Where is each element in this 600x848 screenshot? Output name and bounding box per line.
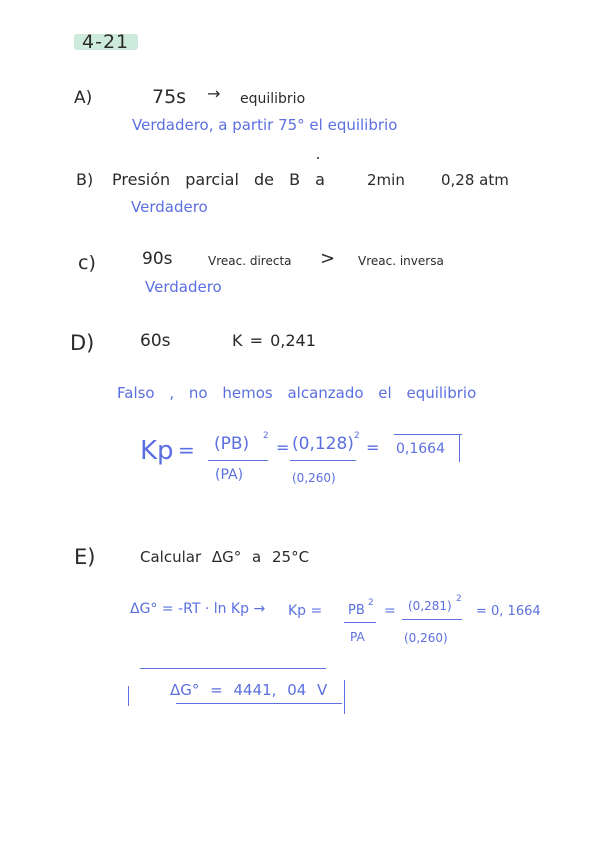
kp-num1: (PB) [214, 434, 250, 454]
item-b-time: 2min [367, 171, 405, 189]
item-a-answer: Verdadero, a partir 75° el equilibrio [132, 116, 398, 134]
dg-den2: (0,260) [404, 631, 448, 645]
dg-exp2: 2 [456, 594, 462, 604]
kp-symbol: Kp [140, 436, 174, 466]
page-title: 4-21 [82, 31, 130, 53]
item-c-right: Vreac. inversa [358, 254, 444, 268]
final-underline [176, 703, 342, 704]
item-a-arrow: → [207, 84, 221, 103]
kp-result: 0,1664 [396, 441, 445, 457]
dg-eq3: = 0, 1664 [476, 604, 541, 619]
item-d-time: 60s [140, 331, 171, 351]
item-a-text: equilibrio [240, 91, 306, 107]
kp-result-overline [394, 434, 462, 435]
stray-dot [317, 157, 319, 159]
kp-eq1: = [178, 438, 195, 462]
kp-exp1: 2 [263, 431, 269, 441]
kp-eq3: = [366, 438, 380, 457]
item-e-label: E) [74, 545, 96, 569]
final-box-right [344, 680, 345, 714]
kp-frac-line-1 [208, 460, 268, 461]
dg-num1: PB [348, 603, 365, 618]
dg-num2: (0,281) [408, 599, 452, 613]
item-c-label: c) [78, 252, 96, 274]
item-c-op: > [320, 248, 336, 269]
kp-exp2: 2 [354, 431, 360, 441]
final-box-left [128, 686, 129, 706]
item-d-answer: Falso , no hemos alcanzado el equilibrio [117, 384, 477, 402]
item-a-time: 75s [152, 86, 187, 108]
kp-den1: (PA) [215, 467, 244, 483]
item-c-left: Vreac. directa [208, 254, 292, 268]
dg-den1: PA [350, 630, 365, 644]
dg-formula: ΔG° = -RT · ln Kp → [130, 601, 266, 617]
kp-eq2: = [276, 438, 290, 457]
final-result: ΔG° = 4441, 04 V [170, 681, 328, 699]
item-d-label: D) [70, 331, 95, 355]
kp-num2: (0,128) [292, 434, 354, 454]
item-b-label: B) [76, 170, 94, 189]
item-b-answer: Verdadero [131, 198, 208, 216]
item-c-time: 90s [142, 249, 173, 269]
dg-frac-line-2 [402, 619, 462, 620]
dg-exp1: 2 [368, 598, 374, 608]
kp-frac-line-2 [290, 460, 356, 461]
item-b-text: Presión parcial de B a [112, 170, 325, 189]
kp-den2: (0,260) [292, 471, 336, 485]
item-c-answer: Verdadero [145, 278, 222, 296]
item-e-text: Calcular ΔG° a 25°C [140, 548, 310, 566]
dg-eq2: = [384, 603, 396, 619]
final-box-top [140, 668, 326, 669]
dg-frac-line-1 [344, 622, 376, 623]
item-b-value: 0,28 atm [441, 171, 509, 189]
item-d-k: K = 0,241 [232, 331, 316, 350]
dg-kp: Kp = [288, 603, 323, 619]
item-a-label: A) [74, 88, 93, 108]
kp-result-bar [459, 434, 460, 462]
